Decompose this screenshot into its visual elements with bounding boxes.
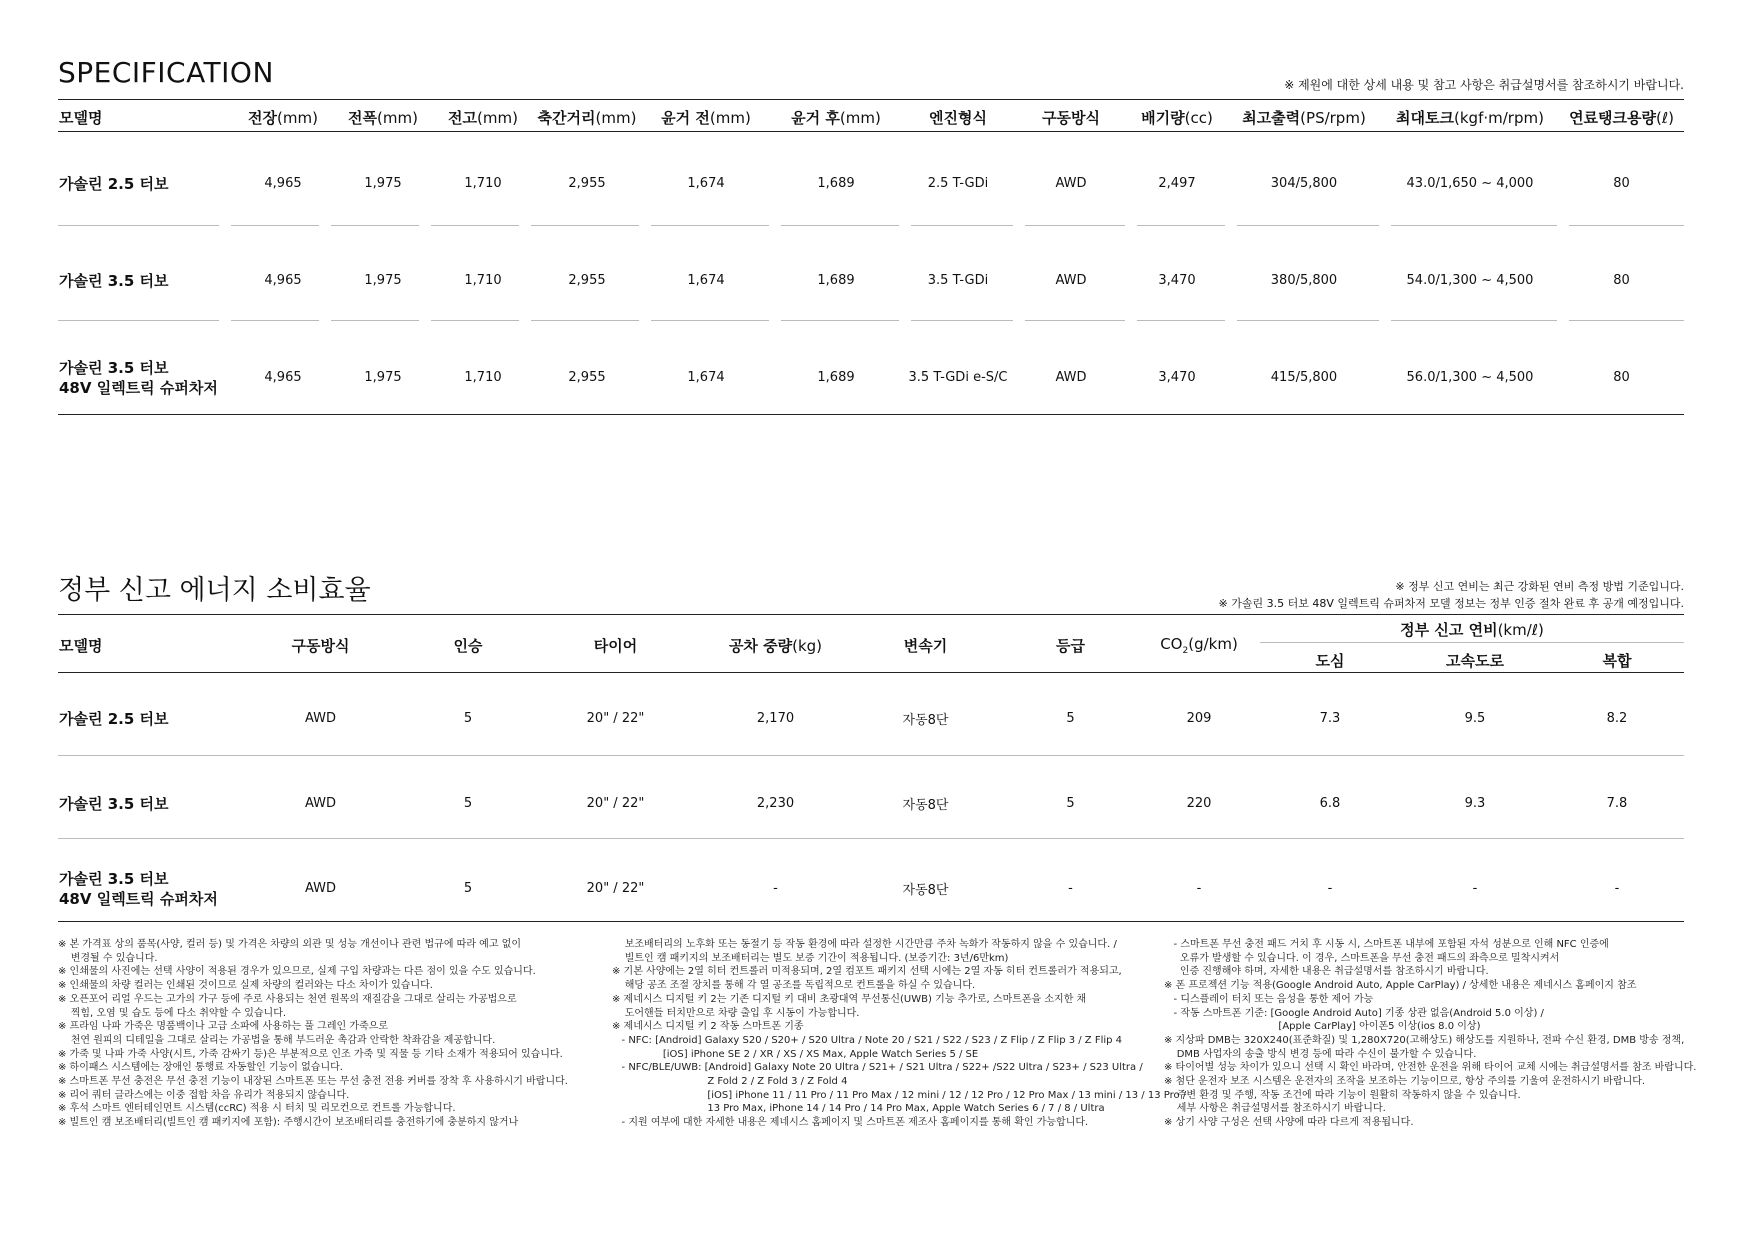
- spec-header-length: 전장(mm): [248, 108, 318, 127]
- spec-title: SPECIFICATION: [58, 56, 274, 89]
- table-cell: 1,710: [464, 370, 502, 385]
- eff-header-model: 모델명: [59, 636, 103, 655]
- table-cell: 209: [1186, 711, 1212, 726]
- row-divider-segment: [1025, 320, 1125, 321]
- table-cell: -: [773, 881, 778, 896]
- table-cell: 20" / 22": [586, 881, 645, 896]
- table-cell: 20" / 22": [586, 796, 645, 811]
- table-cell: 1,975: [364, 176, 402, 191]
- table-row: [58, 135, 1684, 232]
- table-cell: 4,965: [264, 370, 302, 385]
- table-cell: 5: [463, 881, 473, 896]
- table-cell: 80: [1613, 176, 1630, 191]
- eff-header-city: 도심: [1315, 651, 1345, 670]
- row-divider-segment: [1391, 225, 1557, 226]
- row-divider-segment: [531, 225, 639, 226]
- table-cell: 2,170: [756, 711, 795, 726]
- table-row: [58, 232, 1684, 329]
- table-cell: AWD: [304, 881, 337, 896]
- table-cell: 1,674: [687, 370, 725, 385]
- table-cell: 220: [1186, 796, 1212, 811]
- table-cell: 4,965: [264, 176, 302, 191]
- table-cell: 1,674: [687, 176, 725, 191]
- table-cell: 2,497: [1158, 176, 1196, 191]
- row-divider-segment: [651, 225, 769, 226]
- table-cell: 자동8단: [902, 713, 949, 728]
- table-cell: 3.5 T-GDi: [927, 273, 989, 288]
- table-cell: AWD: [1055, 273, 1087, 288]
- table-cell: AWD: [1055, 370, 1087, 385]
- efficiency-note-line: ※ 정부 신고 연비는 최근 강화된 연비 측정 방법 기준입니다.: [1395, 580, 1684, 593]
- table-cell: 1,689: [817, 273, 855, 288]
- table-cell: 1,689: [817, 176, 855, 191]
- table-cell: 3,470: [1158, 370, 1196, 385]
- table-cell: 9.5: [1464, 711, 1486, 726]
- row-divider-segment: [58, 225, 219, 226]
- spec-header-displacement: 배기량(cc): [1141, 108, 1213, 127]
- table-cell: AWD: [1055, 176, 1087, 191]
- spec-header-width: 전폭(mm): [348, 108, 418, 127]
- eff-header-co2: $CO_2(g/km)$: [1160, 634, 1238, 656]
- spec-note: ※ 제원에 대한 상세 내용 및 참고 사항은 취급설명서를 참조하시기 바랍니다.: [1284, 78, 1684, 92]
- spec-header-front-track: 윤거 전(mm): [661, 108, 751, 127]
- table-cell: 56.0/1,300 ~ 4,500: [1406, 370, 1534, 385]
- model-name: 가솔린 2.5 터보: [59, 709, 169, 728]
- efficiency-bottom-rule: [58, 921, 1684, 922]
- table-cell: 1,710: [464, 176, 502, 191]
- table-cell: 5: [463, 796, 473, 811]
- table-cell: 5: [1066, 796, 1075, 811]
- table-cell: 2,955: [568, 176, 606, 191]
- row-divider-segment: [231, 320, 319, 321]
- footnotes-column-3: - 스마트폰 무선 충전 패드 거치 후 시동 시, 스마트폰 내부에 포함된 자석 성분으로 인해 NFC 인증에 오류가 발생할 수 있습니다. 이 경우, 스마트폰을 무선 충전 패드의 좌측으로 밀착시켜서 인증 진행해야 하며, 자세한 내용은 취급설명서를 참조하시기 바랍니다. ※ 폰 프로젝션 기능 적용(Google Android Auto, Apple CarPlay) / 상세한 내용은 제네시스 홈페이지 참조 - 디스플레이 터치 또는 음성을 통한 제어 가능 - 작동 스마트폰 기준: [Google Android Auto] 기종 상관 없음(Android 5.0 이상) / [Apple CarPlay] 아이폰5 이상(ios 8.0 이상) ※ 지상파 DMB는 320X240(표준화질) 및 1,280X720(고해상도) 해상도를 지원하나, 전파 수신 환경, DMB 방송 정책, DMB 사업자의 송출 방식 변경 등에 따라 수신이 불가할 수 있습니다. ※ 타이어별 성능 차이가 있으니 선택 시 확인 바라며, 안전한 운전을 위해 타이어 교체 시에는 취급설명서를 참조 바랍니다. ※ 첨단 운전자 보조 시스템은 운전자의 조작을 보조하는 기능이므로, 항상 주의를 기울여 운전하시기 바랍니다. 주변 환경 및 주행, 작동 조건에 따라 기능이 원활히 작동하지 않을 수 있습니다. 세부 사항은 취급설명서를 참조하시기 바랍니다. ※ 상기 사양 구성은 선택 사양에 따라 다르게 적용됩니다.: [1164, 939, 1697, 1129]
- row-divider-segment: [651, 320, 769, 321]
- table-cell: 5: [1066, 711, 1075, 726]
- table-cell: 1,710: [464, 273, 502, 288]
- table-cell: 2,955: [568, 273, 606, 288]
- table-cell: AWD: [304, 711, 337, 726]
- table-cell: 20" / 22": [586, 711, 645, 726]
- spec-header-power: 최고출력(PS/rpm): [1242, 108, 1366, 127]
- table-cell: 1,975: [364, 273, 402, 288]
- table-row: [58, 761, 1684, 846]
- row-divider-segment: [431, 320, 519, 321]
- spec-table: [58, 99, 1684, 426]
- row-divider-segment: [1137, 225, 1225, 226]
- eff-header-grade: 등급: [1056, 636, 1085, 655]
- table-cell: -: [1196, 881, 1202, 896]
- table-row: [58, 846, 1684, 931]
- efficiency-row-divider: [58, 838, 1684, 839]
- table-cell: 자동8단: [902, 883, 949, 898]
- spec-header-height: 전고(mm): [448, 108, 518, 127]
- model-name: 가솔린 3.5 터보: [59, 271, 169, 290]
- row-divider-segment: [781, 225, 899, 226]
- table-cell: 80: [1613, 273, 1630, 288]
- table-cell: 1,674: [687, 273, 725, 288]
- row-divider-segment: [231, 225, 319, 226]
- table-cell: -: [1068, 881, 1073, 896]
- model-name: 가솔린 2.5 터보: [59, 174, 169, 193]
- spec-header-torque: 최대토크(kgf·m/rpm): [1396, 108, 1544, 127]
- table-cell: 2.5 T-GDi: [927, 176, 989, 191]
- table-cell: 43.0/1,650 ~ 4,000: [1406, 176, 1534, 191]
- model-name: 가솔린 3.5 터보 48V 일렉트릭 슈퍼차저: [59, 358, 218, 397]
- row-divider-segment: [1569, 225, 1684, 226]
- table-cell: 7.3: [1319, 711, 1341, 726]
- table-cell: 6.8: [1319, 796, 1341, 811]
- row-divider-segment: [1237, 225, 1379, 226]
- table-cell: 7.8: [1606, 796, 1628, 811]
- efficiency-row-divider: [58, 755, 1684, 756]
- model-name: 가솔린 3.5 터보: [59, 794, 169, 813]
- eff-header-transmission: 변속기: [903, 636, 948, 655]
- table-cell: 304/5,800: [1270, 176, 1338, 191]
- row-divider-segment: [1025, 225, 1125, 226]
- eff-header-tire: 타이어: [593, 636, 638, 655]
- table-cell: 1,975: [364, 370, 402, 385]
- table-cell: 80: [1613, 370, 1630, 385]
- spec-header-rear-track: 윤거 후(mm): [791, 108, 881, 127]
- eff-header-drive: 구동방식: [291, 636, 350, 655]
- efficiency-header-row: [58, 614, 1684, 644]
- row-divider-segment: [911, 320, 1013, 321]
- spec-header-model: 모델명: [59, 108, 103, 127]
- table-cell: 자동8단: [902, 798, 949, 813]
- eff-header-combined: 복합: [1602, 651, 1632, 670]
- table-cell: AWD: [304, 796, 337, 811]
- row-divider-segment: [331, 225, 419, 226]
- model-name: 가솔린 3.5 터보 48V 일렉트릭 슈퍼차저: [59, 869, 218, 908]
- table-cell: 54.0/1,300 ~ 4,500: [1406, 273, 1534, 288]
- row-divider-segment: [781, 320, 899, 321]
- table-cell: 380/5,800: [1270, 273, 1338, 288]
- spec-header-drive: 구동방식: [1042, 108, 1100, 127]
- row-divider-segment: [1237, 320, 1379, 321]
- table-cell: 9.3: [1464, 796, 1486, 811]
- row-divider-segment: [1569, 320, 1684, 321]
- efficiency-table: [58, 614, 1684, 931]
- footnotes-column-2: 보조배터리의 노후화 또는 동절기 등 작동 환경에 따라 설정한 시간만큼 주차 녹화가 작동하지 않을 수 있습니다. / 빌트인 캠 패키지의 보조배터리는 별도 보증 기간이 적용됩니다. (보증기간: 3년/6만km) ※ 기본 사양에는 2열 히터 컨트롤러 미적용되며, 2열 컴포트 패키지 선택 시에는 2열 자동 히터 컨트롤러가 적용되고, 해당 공조 조절 장치를 통해 각 열 공조를 독립적으로 컨트롤을 하실 수 있습니다. ※ 제네시스 디지털 키 2는 기존 디지털 키 대비 초광대역 무선통신(UWB) 기능 추가로, 스마트폰을 소지한 채 도어핸들 터치만으로 차량 출입 후 시동이 가능합니다. ※ 제네시스 디지털 키 2 작동 스마트폰 기종 - NFC: [Android] Galaxy S20 / S20+ / S20 Ultra / Note 20 / S21 / S22 / S23 / Z Flip / Z Flip 3 / Z Flip 4 [iOS] iPhone SE 2 / XR / XS / XS Max, Apple Watch Series 5 / SE - NFC/BLE/UWB: [Android] Galaxy Note 20 Ultra / S21+ / S21 Ultra / S22+ /S22 Ultra / S23+ / S23 Ultra / Z Fold 2 / Z Fold 3 / Z Fold 4 [iOS] iPhone 11 / 11 Pro / 11 Pro Max / 12 mini / 12 / 12 Pro / 12 Pro Max / 13 mini / 13 / 13 Pro / 13 Pro Max, iPhone 14 / 14 Pro / 14 Pro Max, Apple Watch Series 6 / 7 / 8 / Ultra - 지원 여부에 대한 자세한 내용은 제네시스 홈페이지 및 스마트폰 제조사 홈페이지를 통해 확인 가능합니다.: [612, 939, 1187, 1129]
- spec-header-row: [58, 99, 1684, 135]
- row-divider-segment: [1391, 320, 1557, 321]
- table-cell: 8.2: [1606, 711, 1628, 726]
- table-cell: 2,955: [568, 370, 606, 385]
- table-cell: -: [1327, 881, 1333, 896]
- row-divider-segment: [531, 320, 639, 321]
- efficiency-note: [1219, 578, 1684, 612]
- eff-header-highway: 고속도로: [1446, 651, 1504, 670]
- efficiency-title: 정부 신고 에너지 소비효율: [58, 575, 371, 606]
- spec-header-wheelbase: 축간거리(mm): [537, 108, 637, 127]
- footnotes-column-1: ※ 본 가격표 상의 품목(사양, 컬러 등) 및 가격은 차량의 외관 및 성능 개선이나 관련 법규에 따라 예고 없이 변경될 수 있습니다. ※ 인쇄물의 사진에는 선택 사양이 적용된 경우가 있으므로, 실제 구입 차량과는 다른 점이 있을 수도 있습니다. ※ 인쇄물의 차량 컬러는 인쇄된 것이므로 실제 차량의 컬러와는 다소 차이가 있습니다. ※ 오픈포어 리얼 우드는 고가의 가구 등에 주로 사용되는 천연 원목의 재질감을 그대로 살리는 가공법으로 찍힘, 오염 및 습도 등에 다소 취약할 수 있습니다. ※ 프라임 나파 가죽은 명품백이나 고급 소파에 사용하는 풀 그레인 가죽으로 천연 원피의 디테일을 그대로 살리는 가공법을 통해 부드러운 촉감과 안락한 착좌감을 제공합니다. ※ 가죽 및 나파 가죽 사양(시트, 가죽 감싸기 등)은 부분적으로 인조 가죽 및 직물 등 기타 소재가 적용되어 있습니다. ※ 하이패스 시스템에는 장애인 통행료 자동할인 기능이 없습니다. ※ 스마트폰 무선 충전은 무선 충전 기능이 내장된 스마트폰 또는 무선 충전 전용 커버를 장착 후 사용하시기 바랍니다. ※ 리어 쿼터 글라스에는 이중 접합 차음 유리가 적용되지 않습니다. ※ 후석 스마트 엔터테인먼트 시스템(ccRC) 적용 시 터치 및 리모컨으로 컨트롤 가능합니다. ※ 빌트인 캠 보조배터리(빌트인 캠 패키지에 포함): 주행시간이 보조배터리를 충전하기에 충분하지 않거나: [58, 939, 568, 1129]
- efficiency-note-line: ※ 가솔린 3.5 터보 48V 일렉트릭 슈퍼차저 모델 정보는 정부 인증 절차 완료 후 공개 예정입니다.: [1218, 597, 1684, 610]
- row-divider-segment: [911, 225, 1013, 226]
- spec-header-fuel-tank: 연료탱크용량(ℓ): [1569, 108, 1674, 127]
- table-cell: 5: [463, 711, 473, 726]
- table-cell: -: [1472, 881, 1478, 896]
- table-cell: 3.5 T-GDi e-S/C: [908, 370, 1008, 385]
- spec-header-engine: 엔진형식: [929, 108, 987, 127]
- table-row: [58, 329, 1684, 426]
- eff-header-fuel: 정부 신고 연비(km/ℓ): [1400, 620, 1544, 639]
- table-cell: 415/5,800: [1270, 370, 1338, 385]
- table-cell: 1,689: [817, 370, 855, 385]
- row-divider-segment: [58, 320, 219, 321]
- spec-bottom-rule: [58, 414, 1684, 415]
- table-cell: 2,230: [756, 796, 795, 811]
- row-divider-segment: [431, 225, 519, 226]
- eff-header-weight: 공차 중량(kg): [728, 636, 823, 655]
- table-cell: -: [1614, 881, 1620, 896]
- table-cell: 3,470: [1158, 273, 1196, 288]
- table-row: [58, 676, 1684, 761]
- row-divider-segment: [1137, 320, 1225, 321]
- row-divider-segment: [331, 320, 419, 321]
- eff-header-seats: 인승: [453, 636, 483, 655]
- table-cell: 4,965: [264, 273, 302, 288]
